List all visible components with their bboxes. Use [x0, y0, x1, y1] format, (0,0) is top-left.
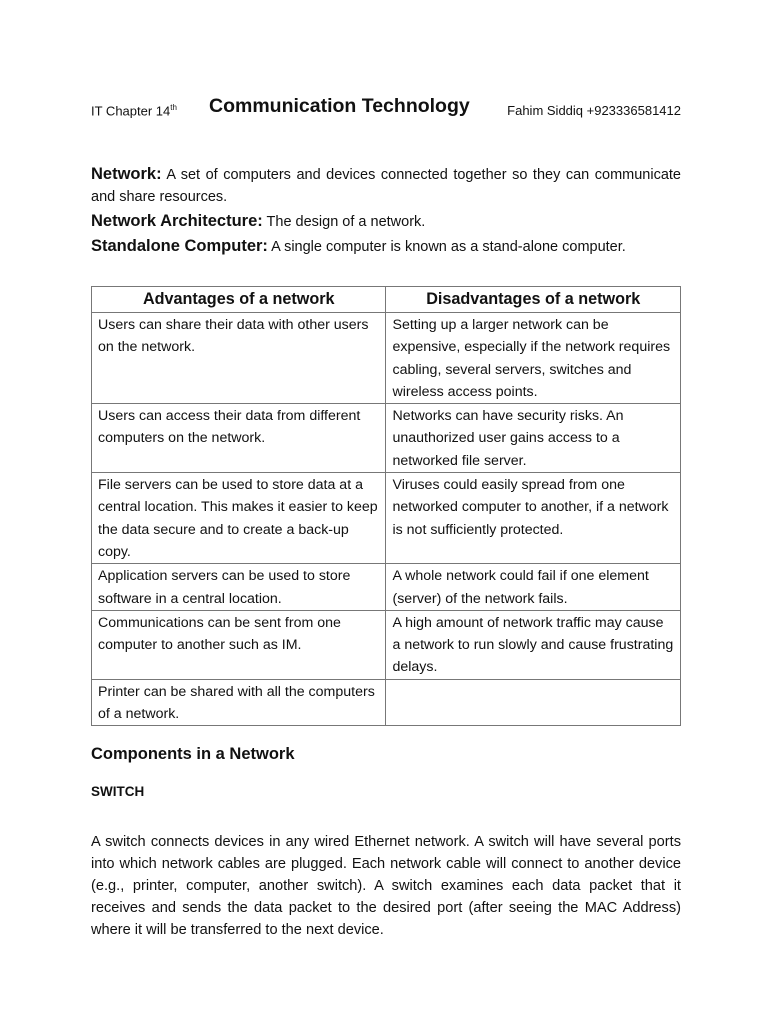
- table-row: [92, 404, 681, 473]
- disadvantage-cell: Setting up a larger network can be expensive, especially if the network requires cabling, several servers, switches and wireless access points.: [386, 313, 681, 404]
- section-heading: Components in a Network: [91, 745, 295, 763]
- disadvantage-cell: Viruses could easily spread from one networked computer to another, if a network is not sufficiently protected.: [386, 473, 681, 564]
- page-header: [91, 95, 681, 125]
- advantage-cell: Users can access their data from different computers on the network.: [92, 404, 386, 473]
- chapter-superscript: th: [170, 103, 177, 112]
- advantage-cell: Communications can be sent from one computer to another such as IM.: [92, 610, 386, 679]
- definition-network: [91, 163, 681, 208]
- advantage-cell: File servers can be used to store data at a central location. This makes it easier to keep the data secure and to create a back-up copy.: [92, 473, 386, 564]
- table-row: [92, 564, 681, 611]
- chapter-label: [91, 103, 177, 118]
- advantage-cell: Printer can be shared with all the computers of a network.: [92, 679, 386, 726]
- advantage-cell: Users can share their data with other users on the network.: [92, 313, 386, 404]
- definition-network-architecture: [91, 210, 681, 233]
- definition-text: A single computer is known as a stand-alone computer.: [267, 239, 626, 255]
- disadvantage-cell: A whole network could fail if one element (server) of the network fails.: [386, 564, 681, 611]
- definition-standalone-computer: [91, 235, 681, 258]
- column-header-disadvantages: Disadvantages of a network: [386, 287, 681, 313]
- definition-text: The design of a network.: [262, 214, 426, 230]
- advantage-cell: Application servers can be used to store software in a central location.: [92, 564, 386, 611]
- table-row: [92, 610, 681, 679]
- definition-term: Network:: [91, 165, 162, 183]
- table-row: [92, 679, 681, 726]
- subsection-heading: SWITCH: [91, 784, 145, 799]
- disadvantage-cell: [386, 679, 681, 726]
- page-title: Communication Technology: [209, 95, 470, 117]
- chapter-text: IT Chapter 14: [91, 103, 171, 119]
- body-paragraph: A switch connects devices in any wired Ethernet network. A switch will have several ports into which network cables are plugged. Each network cable will connect to another device (e.g., printer, computer, another switch). A switch examines each data packet that it receives and sends the data packet to the desired port (after seeing the MAC Address) where it will be transferred to the next device.: [91, 833, 681, 939]
- definition-term: Standalone Computer:: [91, 237, 268, 255]
- author-info: Fahim Siddiq +923336581412: [507, 103, 681, 118]
- table-header-row: [92, 287, 681, 313]
- definition-text: A set of computers and devices connected together so they can communicate and share resources.: [91, 167, 681, 205]
- disadvantage-cell: A high amount of network traffic may cause a network to run slowly and cause frustrating delays.: [386, 610, 681, 679]
- table-row: [92, 473, 681, 564]
- definition-term: Network Architecture:: [91, 212, 263, 230]
- disadvantage-cell: Networks can have security risks. An unauthorized user gains access to a networked file server.: [386, 404, 681, 473]
- column-header-advantages: Advantages of a network: [92, 287, 386, 313]
- advantages-disadvantages-table: [91, 286, 681, 726]
- table-row: [92, 313, 681, 404]
- definitions: [91, 163, 681, 260]
